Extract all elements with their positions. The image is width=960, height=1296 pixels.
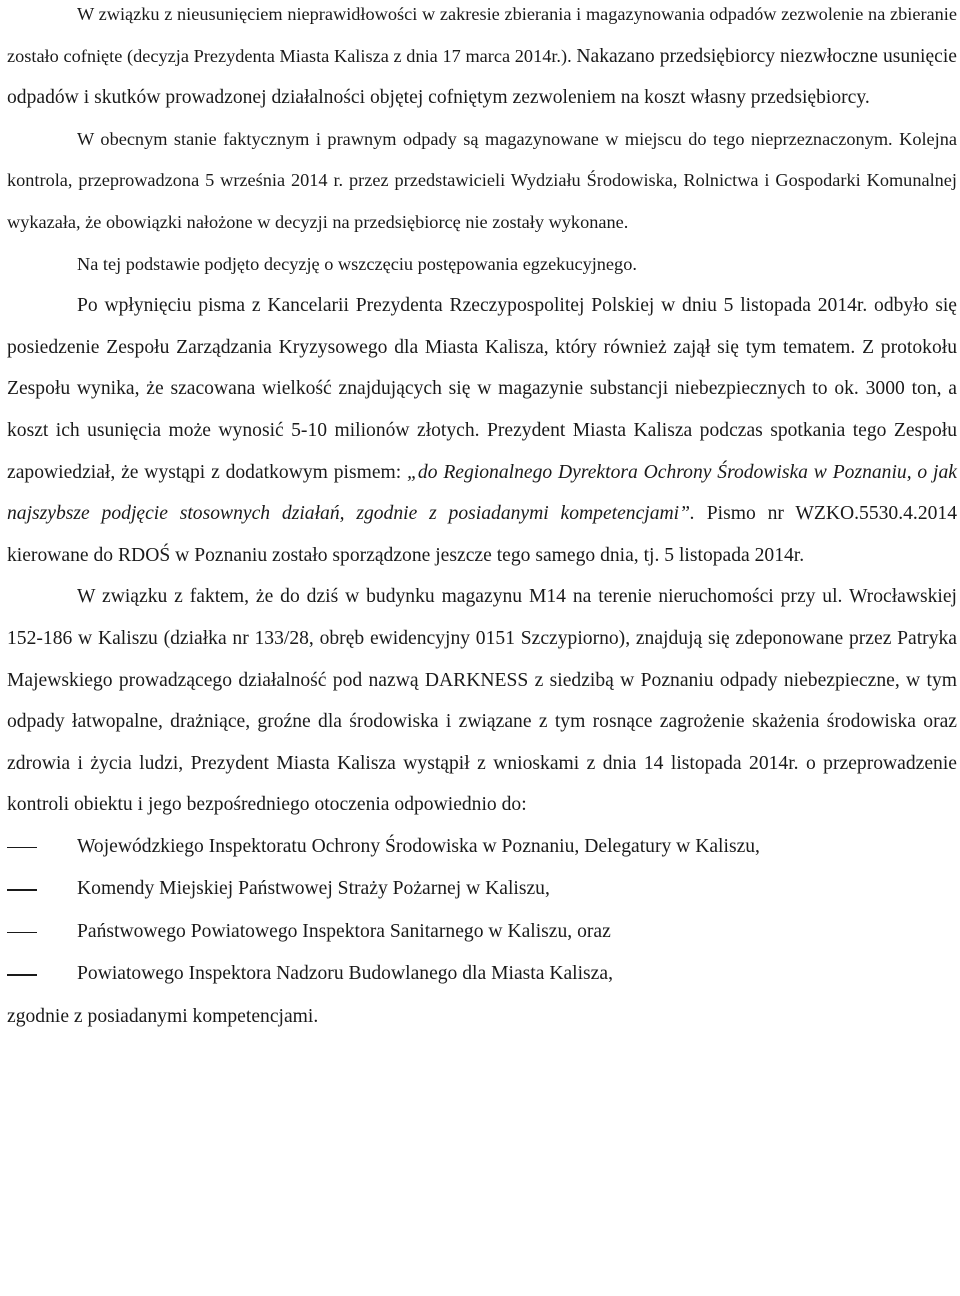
paragraph-4-text-end: Pismo nr WZKO.5530.4.2014 kierowane do RDOŚ w Poznaniu zostało sporządzone jeszcze tego samego dnia, tj. 5 listopada 2014r. xyxy=(7,503,958,566)
list-item xyxy=(7,868,957,911)
paragraph-4 xyxy=(7,285,957,576)
list-item-text: Powiatowego Inspektora Nadzoru Budowlanego dla Miasta Kalisza, xyxy=(77,963,613,985)
list-item-text: Państwowego Powiatowego Inspektora Sanitarnego w Kaliszu, oraz xyxy=(77,920,611,942)
list-item-text: Wojewódzkiego Inspektoratu Ochrony Środowiska w Poznaniu, Delegatury w Kaliszu, xyxy=(77,835,760,857)
list-item xyxy=(7,826,957,869)
paragraph-2 xyxy=(7,119,957,244)
paragraph-5 xyxy=(7,576,957,826)
paragraph-4-text-start: Po wpłynięciu pisma z Kancelarii Prezydenta Rzeczypospolitej Polskiej w dniu 5 listopada 2014r. odbyło się posiedzenie Zespołu Zarządzania Kryzysowego dla Miasta Kalisza, który również zajął się tym tematem. Z protokołu Zespołu wynika, że szacowana wielkość znajdujących się w magazynie substancji niebezpiecznych to ok. 3000 ton, a koszt ich usunięcia może wynosić 5-10 milionów złotych. Prezydent Miasta Kalisza podczas spotkania tego Zespołu zapowiedział, że wystąpi z dodatkowym pismem: xyxy=(7,295,957,483)
list-item-text: Komendy Miejskiej Państwowej Straży Pożarnej w Kaliszu, xyxy=(77,878,550,900)
paragraph-2-text: W obecnym stanie faktycznym i prawnym odpady są magazynowane w miejscu do tego nieprzeznaczonym. Kolejna kontrola, przeprowadzona 5 września 2014 r. przez przedstawicieli Wydziału Środowiska, Rolnictwa i Gospodarki Komunalnej wykazała, że obowiązki nałożone w decyzji na przedsiębiorcę nie zostały wykonane. xyxy=(7,128,957,232)
paragraph-3-text: Na tej podstawie podjęto decyzję o wszczęciu postępowania egzekucyjnego. xyxy=(77,253,637,274)
list-item xyxy=(7,953,957,996)
dash-bullet xyxy=(7,974,37,976)
paragraph-3 xyxy=(7,244,957,286)
dash-bullet xyxy=(7,932,37,934)
closing-text: zgodnie z posiadanymi kompetencjami. xyxy=(7,1005,319,1027)
list-item xyxy=(7,911,957,954)
paragraph-1-sentence-2: Nakazano przedsiębiorcy niezwłoczne usunięcie odpadów i skutków prowadzonej działalności objętej cofniętym zezwoleniem na koszt własny przedsiębiorcy. xyxy=(7,45,957,109)
dash-bullet xyxy=(7,847,37,849)
paragraph-4-quote: „do Regionalnego Dyrektora Ochrony Środowiska w Poznaniu, o jak najszybsze podjęcie stosownych działań, zgodnie z posiadanymi kompetencjami”. xyxy=(7,461,957,525)
paragraph-1 xyxy=(7,0,957,119)
paragraph-5-text: W związku z faktem, że do dziś w budynku magazynu M14 na terenie nieruchomości przy ul. Wrocławskiej 152-186 w Kaliszu (działka nr 133/28, obręb ewidencyjny 0151 Szczypiorno), znajdują się zdeponowane przez Patryka Majewskiego prowadzącego działalność pod nazwą DARKNESS z siedzibą w Poznaniu odpady niebezpieczne, w tym odpady łatwopalne, drażniące, groźne dla środowiska i związane z tym rosnące zagrożenie skażenia środowiska oraz zdrowia i życia ludzi, Prezydent Miasta Kalisza wystąpił z wnioskami z dnia 14 listopada 2014r. o przeprowadzenie kontroli obiektu i jego bezpośredniego otoczenia odpowiednio do: xyxy=(7,586,957,816)
closing-line xyxy=(7,996,957,1038)
paragraph-1-sentence-1: W związku z nieusunięciem nieprawidłowości w zakresie zbierania i magazynowania odpadów zezwolenie na zbieranie zostało cofnięte (decyzja Prezydenta Miasta Kalisza z dnia 17 marca 2014r.). xyxy=(7,4,957,66)
dash-bullet xyxy=(7,889,37,891)
document-page xyxy=(7,0,957,1037)
institutions-list xyxy=(7,826,957,996)
